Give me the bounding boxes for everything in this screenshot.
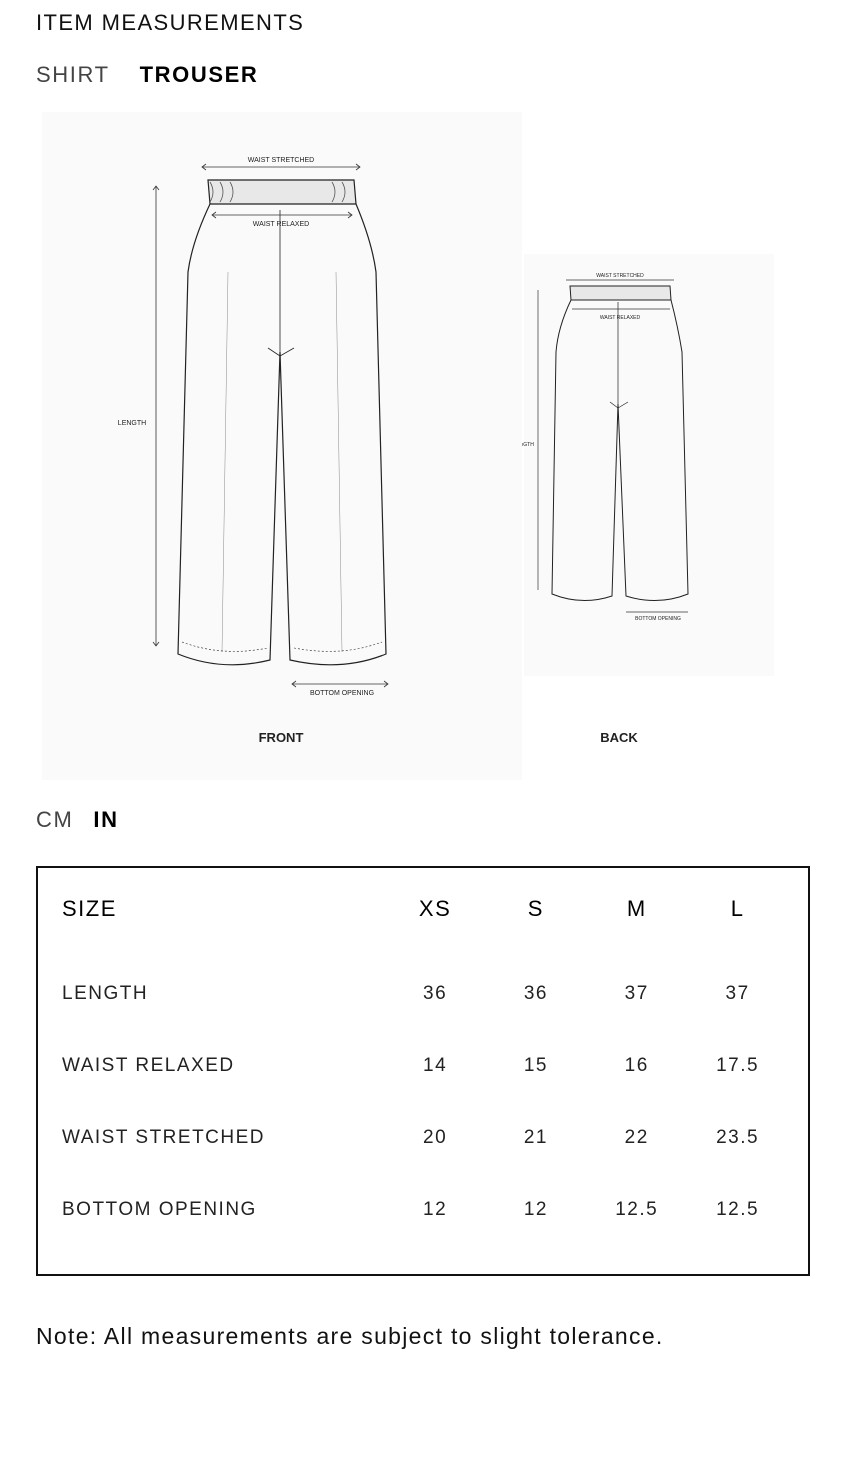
table-cell: 20 <box>423 1127 448 1148</box>
table-cell: 12 <box>423 1199 448 1220</box>
tab-shirt[interactable]: SHIRT <box>36 62 110 87</box>
size-xs: XS <box>418 896 452 921</box>
back-view-label: BACK <box>600 730 638 745</box>
table-cell: 23.5 <box>716 1127 760 1148</box>
back-bottom-opening-label: BOTTOM OPENING <box>635 616 681 622</box>
size-l: L <box>730 896 745 921</box>
table-cell: 21 <box>523 1127 548 1148</box>
table-cell: 36 <box>423 983 448 1004</box>
table-row <box>62 958 788 1030</box>
trouser-measurement-diagram <box>42 112 782 782</box>
table-cell: 12 <box>523 1199 548 1220</box>
size-m: M <box>626 896 647 921</box>
table-row <box>62 1174 788 1246</box>
table-cell: 15 <box>523 1055 548 1076</box>
unit-cm[interactable]: CM <box>36 807 74 832</box>
table-row <box>62 1030 788 1102</box>
front-bottom-opening-label: BOTTOM OPENING <box>309 690 375 697</box>
size-chart <box>36 866 810 1276</box>
tolerance-note: Note: All measurements are subject to slight tolerance. <box>36 1323 664 1349</box>
table-row <box>62 1102 788 1174</box>
size-s: S <box>527 896 544 921</box>
front-view-label: FRONT <box>258 730 304 745</box>
table-cell: 22 <box>624 1127 649 1148</box>
row-label: LENGTH <box>62 983 149 1004</box>
page-title: ITEM MEASUREMENTS <box>36 10 305 35</box>
row-label: WAIST STRETCHED <box>62 1127 266 1148</box>
size-header-label: SIZE <box>62 896 117 921</box>
back-waist-stretched-label: WAIST STRETCHED <box>596 273 644 279</box>
table-cell: 12.5 <box>716 1199 760 1220</box>
row-label: WAIST RELAXED <box>62 1055 235 1076</box>
unit-in[interactable]: IN <box>93 807 119 832</box>
front-waist-stretched-label: WAIST STRETCHED <box>247 157 315 164</box>
back-length-label: ιGTH <box>522 442 534 448</box>
table-cell: 37 <box>725 983 750 1004</box>
table-cell: 37 <box>624 983 649 1004</box>
table-cell: 36 <box>523 983 548 1004</box>
back-waist-relaxed-label: WAIST RELAXED <box>599 315 641 321</box>
tab-trouser[interactable]: TROUSER <box>139 62 259 87</box>
front-length-label: LENGTH <box>117 420 147 427</box>
size-header-row <box>62 896 788 958</box>
back-panel-bg <box>524 254 774 676</box>
unit-toggle <box>36 807 119 833</box>
table-cell: 12.5 <box>615 1199 659 1220</box>
row-label: BOTTOM OPENING <box>62 1199 257 1220</box>
table-cell: 17.5 <box>716 1055 760 1076</box>
front-panel-bg <box>42 112 522 780</box>
front-waist-relaxed-label: WAIST RELAXED <box>252 221 310 228</box>
garment-tabs <box>36 62 258 88</box>
table-cell: 14 <box>423 1055 448 1076</box>
table-cell: 16 <box>624 1055 649 1076</box>
size-table <box>62 896 788 1246</box>
